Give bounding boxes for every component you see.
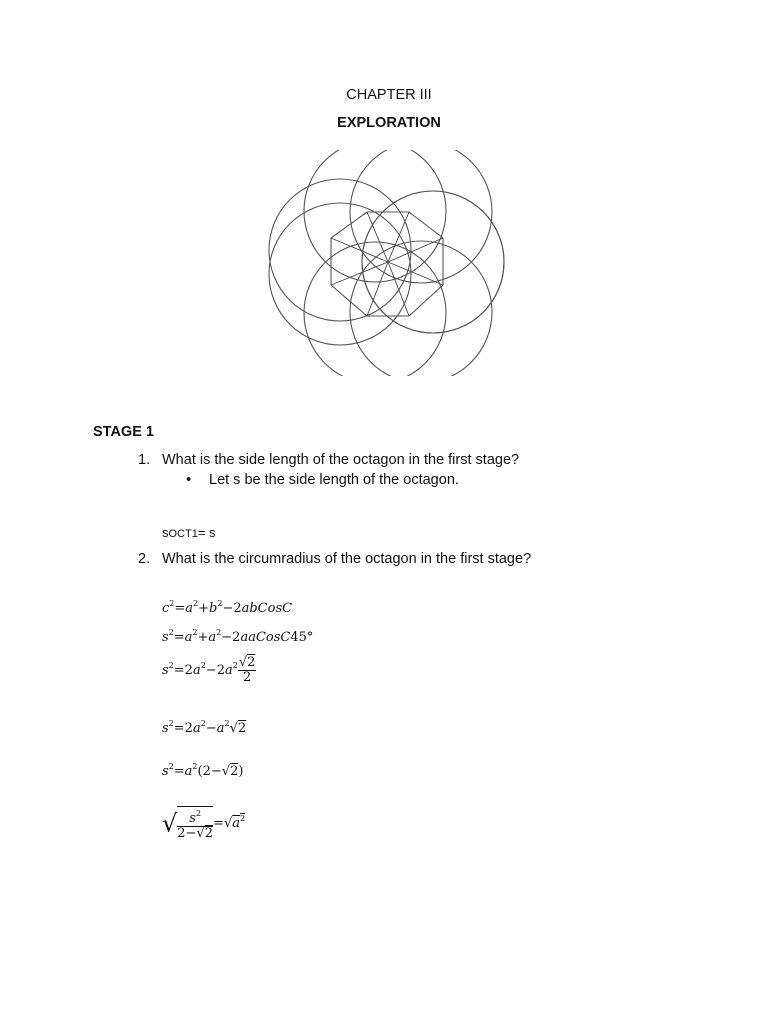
bullet-icon: • — [186, 472, 192, 488]
figure-circle — [350, 241, 492, 376]
section-title: EXPLORATION — [337, 115, 441, 131]
stage-heading: STAGE 1 — [93, 424, 154, 440]
question-number: 1. — [138, 452, 151, 468]
chapter-label: CHAPTER III — [346, 87, 432, 103]
figure-circle — [304, 242, 446, 376]
bullet-text: Let s be the side length of the octagon. — [209, 472, 459, 488]
side-length-statement: sOCT1= s — [162, 525, 216, 540]
question-text: What is the side length of the octagon in the first stage? — [162, 452, 520, 468]
bullet-item — [186, 472, 459, 488]
figure-circle — [269, 179, 411, 321]
question-number: 2. — [138, 551, 151, 567]
figure-circle — [350, 150, 492, 283]
equation-factored: $s^2=a^2(2-√2)$ — [162, 762, 244, 779]
equation-law-of-cosines: $c^2=a^2+b^2-2abCosC$ — [162, 599, 293, 616]
equation-substitution: $s^2=a^2+a^2-2aaCosC45^\circ$ — [162, 628, 314, 645]
question-2 — [138, 551, 531, 567]
question-1 — [138, 452, 519, 468]
flower-octagon-figure — [268, 150, 508, 376]
equation-cos45: $s^2=2a^2-2a^2$ $\frac{√2}{2}$ — [162, 655, 256, 685]
equation-simplified: $s^2=2a^2-a^2√2$ — [162, 719, 247, 736]
figure-circle — [269, 203, 411, 345]
question-text: What is the circumradius of the octagon in the first stage? — [162, 551, 532, 567]
equation-square-root: √ $\frac{s^2}{2-√2}$ $=√a^2$ — [162, 806, 245, 841]
